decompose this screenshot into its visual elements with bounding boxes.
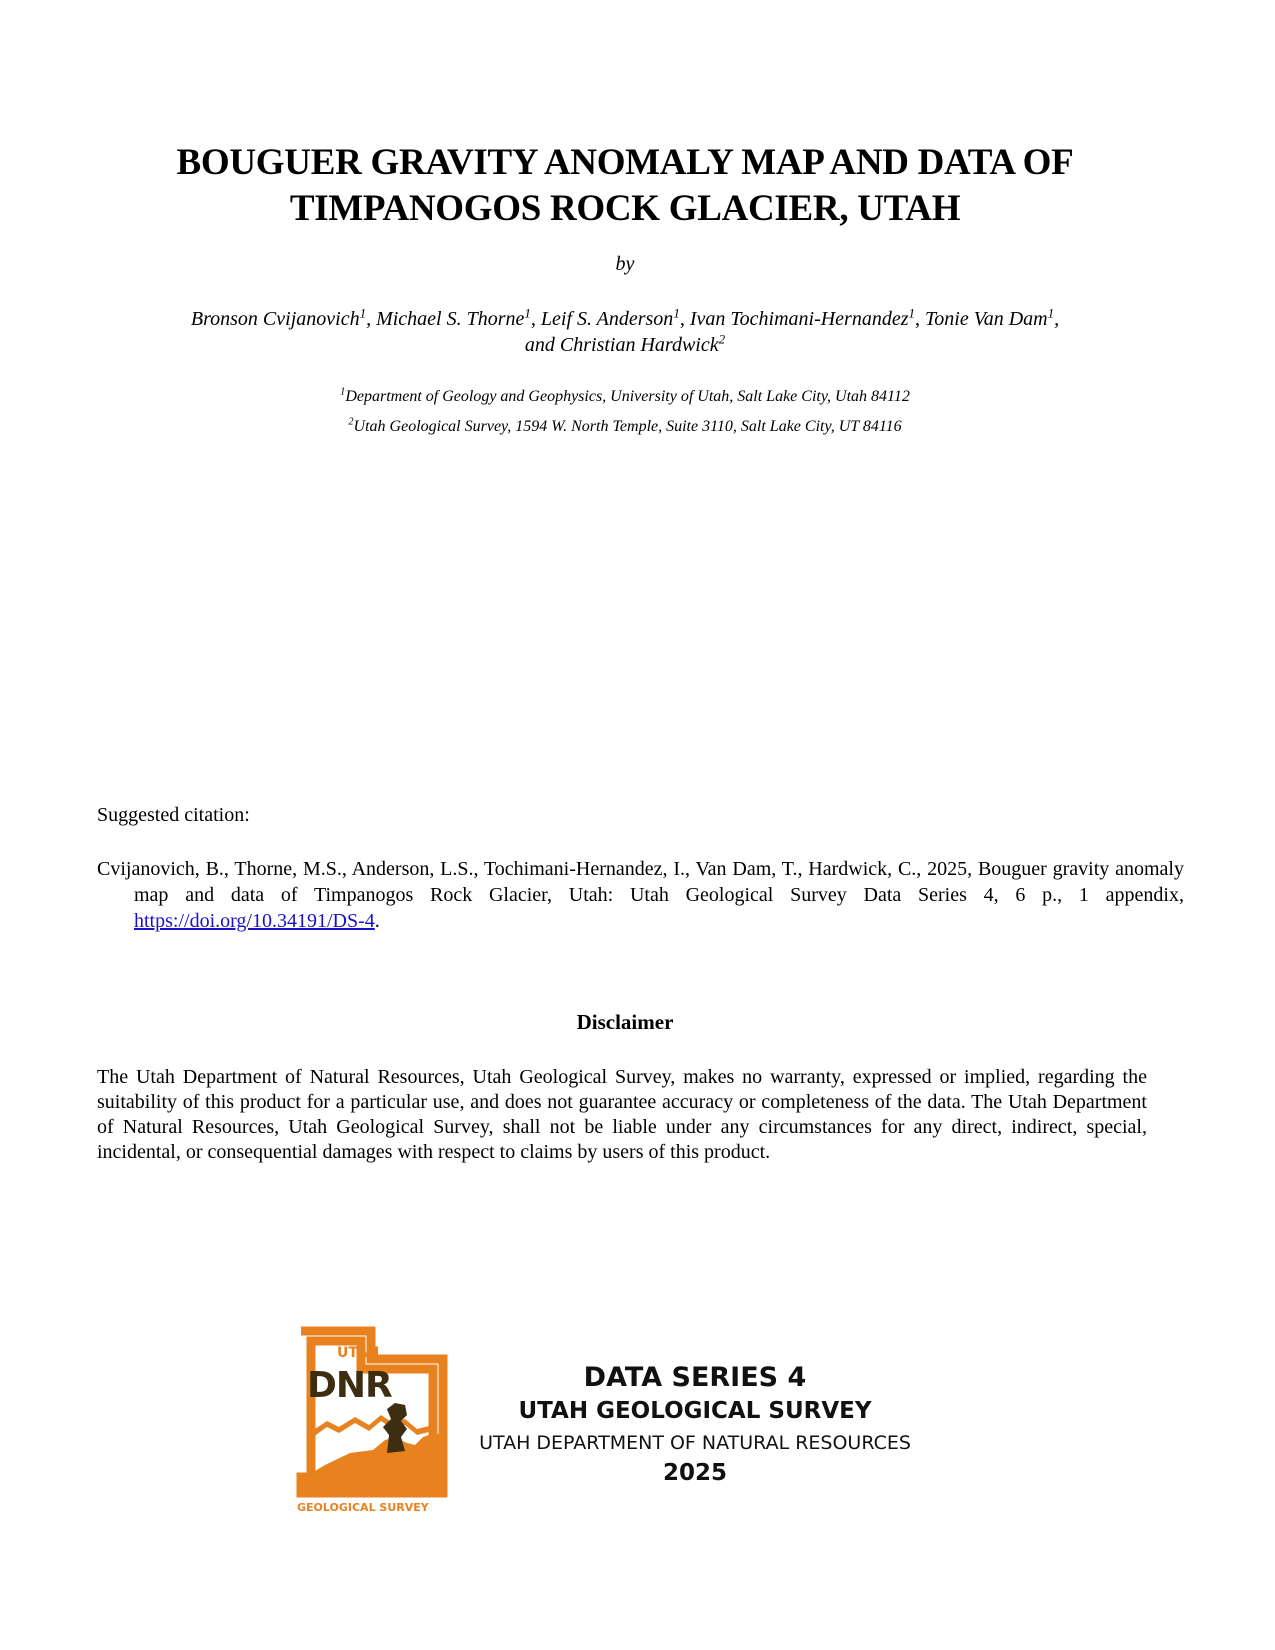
title-line-1: BOUGUER GRAVITY ANOMALY MAP AND DATA OF xyxy=(176,142,1074,183)
citation-text: Cvijanovich, B., Thorne, M.S., Anderson, L.S., Tochimani-Hernandez, I., Van Dam, T., Hardwick, C., 2025, Bouguer gravity anomaly map and data of Timpanogos Rock Glacier, Utah: Utah Geological Survey Data Series 4, 6 p., 1 appendix, https://doi.org/10.34191/DS-4. xyxy=(97,858,1184,932)
logo-dnr-text: DNR xyxy=(307,1365,392,1406)
author: Ivan Tochimani-Hernandez$^1$, xyxy=(689,305,925,330)
affiliation-1: $^1$Department of Geology and Geophysics, University of Utah, Salt Lake City, Utah 84112 xyxy=(340,386,910,405)
author-list xyxy=(100,306,1150,358)
affiliation-2: $^2$Utah Geological Survey, 1594 W. North Temple, Suite 3110, Salt Lake City, UT 84116 xyxy=(348,416,902,435)
data-series-label: DATA SERIES 4 xyxy=(583,1362,807,1393)
doi-link[interactable]: https://doi.org/10.34191/DS-4 xyxy=(134,910,375,932)
author: Bronson Cvijanovich$^1$, xyxy=(190,305,377,330)
publication-year: 2025 xyxy=(662,1460,727,1486)
title-line-2: TIMPANOGOS ROCK GLACIER, UTAH xyxy=(289,188,961,229)
author: Tonie Van Dam$^1$, xyxy=(925,305,1060,330)
agency-label: UTAH GEOLOGICAL SURVEY xyxy=(518,1398,872,1424)
landscape-shape xyxy=(301,1433,443,1493)
disclaimer-text: The Utah Department of Natural Resources, Utah Geological Survey, makes no warranty, expressed or implied, regarding the suitability of this product for a particular use, and does not guarantee accuracy or completeness of the data. The Utah Department of Natural Resources, Utah Geological Survey, shall not be liable under any circumstances for any direct, indirect, special, incidental, or consequential damages with respect to claims by users of this product. xyxy=(97,1066,1147,1163)
utah-dnr-logo xyxy=(295,1325,455,1515)
citation-heading: Suggested citation: xyxy=(97,804,250,826)
affiliations xyxy=(100,382,1150,442)
publication-block xyxy=(470,1362,920,1488)
author: Michael S. Thorne$^1$, xyxy=(376,305,541,330)
by-line: by xyxy=(615,253,635,275)
author: and Christian Hardwick$^2$ xyxy=(524,331,726,356)
document-title xyxy=(100,140,1150,232)
logo-bottom-text: GEOLOGICAL SURVEY xyxy=(297,1501,429,1514)
logo-top-text: UTAH xyxy=(337,1345,380,1361)
mountain-range xyxy=(309,1415,433,1437)
disclaimer-heading: Disclaimer xyxy=(576,1010,674,1034)
author: Leif S. Anderson$^1$, xyxy=(540,305,690,330)
department-label: UTAH DEPARTMENT OF NATURAL RESOURCES xyxy=(479,1432,911,1454)
